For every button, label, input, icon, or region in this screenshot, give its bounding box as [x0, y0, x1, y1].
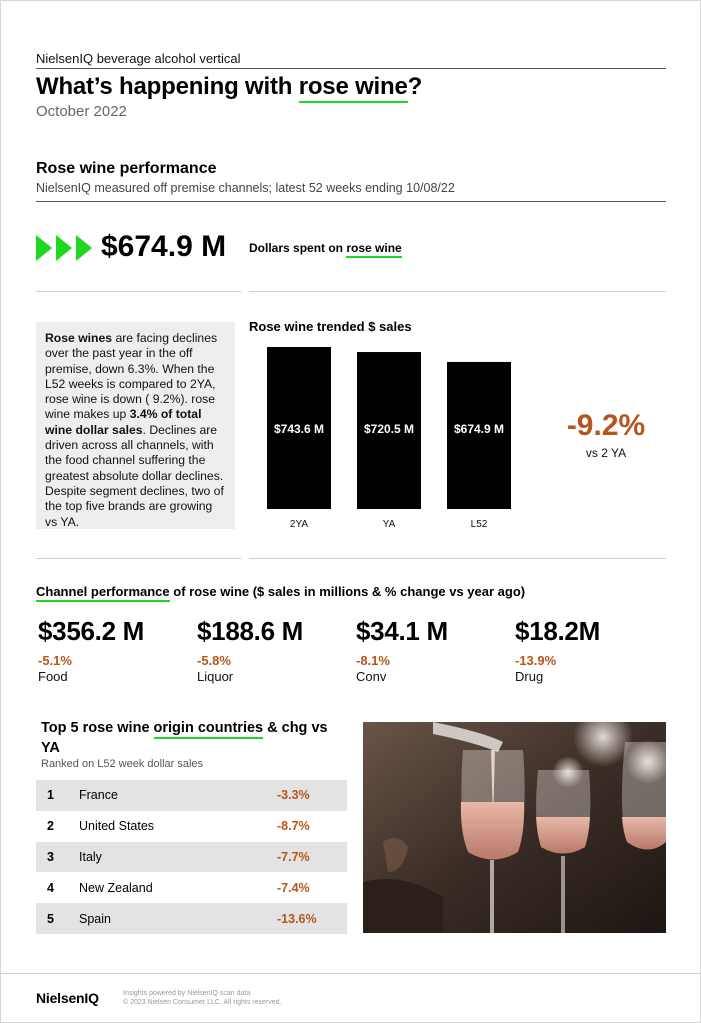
channel-change: -8.1%	[356, 653, 390, 668]
rank-cell: 2	[47, 819, 54, 834]
callout-bold-1: Rose wines	[45, 331, 113, 345]
channel-liquor	[197, 616, 347, 684]
rank-cell: 5	[47, 911, 54, 926]
x-tick-label: 2YA	[289, 519, 309, 530]
top5-title-highlight: origin countries	[154, 720, 264, 739]
rose-wine-glasses-photo	[363, 722, 666, 933]
nielseniq-logo: NielsenIQ	[36, 990, 99, 1006]
channel-heading-highlight: Channel performance	[36, 584, 170, 602]
channel-name: Drug	[515, 669, 544, 684]
channel-amount: $34.1 M	[356, 616, 448, 646]
divider-left-top	[36, 291, 241, 292]
title-highlight: rose wine	[299, 73, 408, 103]
rank-cell: 1	[47, 788, 54, 803]
change-cell: -7.7%	[277, 849, 310, 864]
channel-change: -5.8%	[197, 653, 231, 668]
top5-title-prefix: Top 5 rose wine	[41, 720, 154, 736]
top5-title	[41, 718, 341, 758]
rank-cell: 3	[47, 849, 54, 864]
top5-title-suffix: & chg vs YA	[41, 720, 328, 756]
country-cell: France	[79, 788, 118, 803]
divider-right-bottom	[249, 558, 666, 559]
country-cell: Spain	[79, 911, 111, 926]
footer-note	[123, 989, 281, 1007]
change-vs-2ya-label: vs 2 YA	[585, 446, 627, 460]
title-prefix: What’s happening with	[36, 73, 299, 100]
country-cell: New Zealand	[79, 880, 153, 895]
channel-name: Liquor	[197, 669, 234, 684]
change-cell: -13.6%	[277, 911, 317, 926]
change-cell: -7.4%	[277, 880, 310, 895]
change-cell: -3.3%	[277, 788, 310, 803]
channel-heading-rest: of rose wine ($ sales in millions & % change vs year ago)	[169, 584, 526, 599]
footer-note-line-1: Insights powered by NielsenIQ scan data	[123, 990, 251, 997]
bar-value-label: $720.5 M	[363, 422, 415, 436]
channel-change: -13.9%	[515, 653, 557, 668]
channel-amount: $356.2 M	[38, 616, 145, 646]
table-row	[36, 842, 347, 873]
channel-heading	[36, 584, 525, 599]
channel-name: Food	[38, 669, 68, 684]
callout-bold-2: 3.4% of total wine dollar sales	[45, 407, 202, 437]
country-cell: United States	[79, 819, 155, 834]
change-vs-2ya-value: -9.2%	[566, 409, 646, 442]
callout-text-2: . Declines are driven across all channels, with the food channel suffering the greatest absolute dollar declines. Despite segment declines, two of the top five brands are growing vs YA.	[45, 422, 224, 529]
table-row	[36, 811, 347, 842]
performance-divider	[36, 201, 666, 202]
divider-left-bottom	[36, 558, 241, 559]
channel-amount: $18.2M	[515, 616, 600, 646]
channel-food	[38, 616, 188, 684]
table-row	[36, 872, 347, 903]
channel-amount: $188.6 M	[197, 616, 304, 646]
channel-name: Conv	[356, 669, 387, 684]
top5-table	[36, 780, 347, 934]
title-suffix: ?	[407, 73, 423, 100]
bar-value-label: $743.6 M	[273, 422, 325, 436]
section-title-performance: Rose wine performance	[36, 160, 217, 177]
kicker: NielsenIQ beverage alcohol vertical	[36, 51, 241, 66]
callout-text-1: are facing declines over the past year in the off premise, down 6.3%. When the L52 weeks is compared to 2YA, rose wine is down ( 9.2%). rose wine makes up	[45, 331, 218, 422]
channel-drug	[515, 616, 665, 684]
rank-cell: 4	[47, 880, 54, 895]
table-row	[36, 780, 347, 811]
page-title	[36, 73, 422, 101]
change-cell: -8.7%	[277, 819, 310, 834]
trended-sales-chart	[249, 337, 519, 537]
total-label-prefix: Dollars spent on	[249, 241, 347, 255]
table-row	[36, 903, 347, 934]
header-divider	[36, 68, 666, 69]
total-dollars: $674.9 M	[101, 230, 227, 263]
channel-conv	[356, 616, 506, 684]
x-tick-label: YA	[382, 519, 396, 530]
channel-change: -5.1%	[38, 653, 72, 668]
total-dollars-label	[249, 241, 402, 255]
triple-arrow-icon	[36, 233, 96, 263]
report-date: October 2022	[36, 103, 127, 120]
chart-title: Rose wine trended $ sales	[249, 319, 412, 334]
divider-right-top	[249, 291, 666, 292]
footer-note-line-2: © 2023 Nielsen Consumer LLC. All rights reserved.	[123, 999, 282, 1006]
footer-divider	[1, 973, 701, 974]
x-tick-label: L52	[470, 519, 488, 530]
top5-subtitle: Ranked on L52 week dollar sales	[41, 758, 204, 770]
total-label-highlight: rose wine	[346, 241, 401, 258]
bar-value-label: $674.9 M	[453, 422, 505, 436]
section-subtitle-performance: NielsenIQ measured off premise channels; latest 52 weeks ending 10/08/22	[36, 181, 455, 195]
country-cell: Italy	[79, 849, 102, 864]
summary-callout	[36, 322, 235, 529]
